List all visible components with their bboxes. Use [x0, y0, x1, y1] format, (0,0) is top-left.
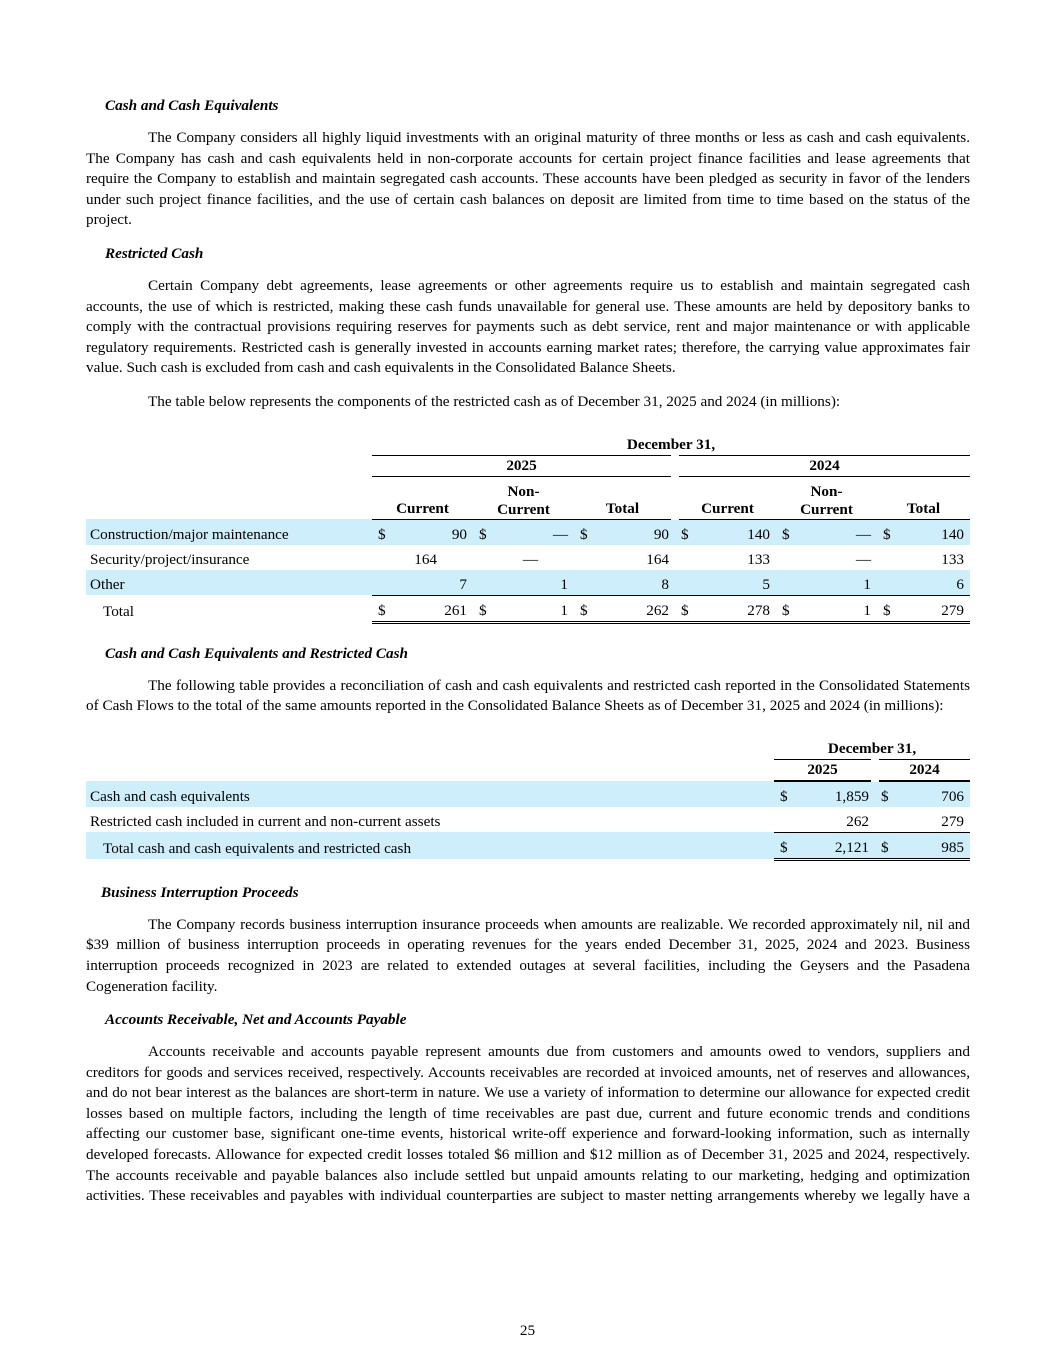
table-cell: —: [855, 525, 871, 543]
table1-year-2025: 2025: [372, 455, 675, 476]
currency-symbol: $: [378, 601, 386, 619]
section-heading-restricted: Restricted Cash: [105, 244, 204, 262]
table-cell: 1: [776, 570, 877, 596]
table-cell: —: [552, 525, 568, 543]
table-row: [86, 807, 970, 833]
table-cell: 7: [372, 570, 473, 596]
currency-symbol: $: [580, 525, 588, 543]
table1-col-total: Total: [605, 499, 640, 517]
table1-col-total-2024: Total: [906, 499, 941, 517]
currency-symbol: $: [883, 525, 891, 543]
currency-symbol: $: [883, 601, 891, 619]
currency-symbol: $: [479, 525, 487, 543]
table-cell: 133: [747, 550, 770, 568]
table-row: [86, 570, 970, 596]
table1-col-current: Current: [396, 499, 449, 517]
section-heading-bi: Business Interruption Proceeds: [101, 883, 299, 901]
table-cell: —: [522, 550, 538, 568]
row-label: Security/project/insurance: [90, 550, 250, 568]
table1-col-current-2024: Current: [701, 499, 754, 517]
currency-symbol: $: [782, 525, 790, 543]
table-cell: 262: [646, 601, 669, 619]
currency-symbol: $: [681, 601, 689, 619]
table-cell: 278: [747, 601, 770, 619]
currency-symbol: $: [780, 787, 788, 805]
table-cell: 1: [863, 601, 871, 619]
row-label: Restricted cash included in current and non-current assets: [90, 813, 441, 831]
section-heading-ccerc: Cash and Cash Equivalents and Restricted Cash: [105, 644, 408, 662]
currency-symbol: $: [881, 787, 889, 805]
row-label: Cash and cash equivalents: [86, 781, 774, 807]
table-cell: 140: [941, 525, 964, 543]
table2-period-header: December 31,: [774, 739, 970, 760]
currency-symbol: $: [881, 838, 889, 856]
table-row: [86, 545, 970, 570]
table-cell: —: [855, 550, 871, 568]
table-cell: 90: [653, 525, 669, 543]
table1-year-2024: 2024: [675, 455, 970, 476]
table-cell: 140: [747, 525, 770, 543]
table1-period-header: December 31,: [372, 435, 970, 456]
row-label: Construction/major maintenance: [86, 519, 372, 545]
table-cell: 164: [646, 550, 669, 568]
table-row-total: [86, 595, 970, 622]
table-cell: 133: [941, 550, 964, 568]
table1-col-non-2024: Non-: [810, 482, 843, 500]
restricted-cash-table: [86, 435, 970, 624]
table-cell: 8: [574, 570, 675, 596]
section-heading-cash: Cash and Cash Equivalents: [105, 97, 279, 114]
table-cell: 279: [941, 601, 964, 619]
currency-symbol: $: [782, 601, 790, 619]
table-cell: 90: [451, 525, 467, 543]
paragraph-ccerc: The following table provides a reconciliation of cash and cash equivalents and restricted cash reported in the Consolidated Statements of Cash Flows to the total of the same amounts reported in the Consolidated Balance Sheets as of December 31, 2025 and 2024 (in millions):: [86, 676, 970, 715]
table-cell: 985: [941, 838, 964, 856]
paragraph-restricted: Certain Company debt agreements, lease agreements or other agreements require us to establish and maintain segregated cash accounts, the use of which is restricted, making these cash funds unavailable for general use. These amounts are held by depository banks to comply with the contractual provisions requiring reserves for payments such as debt service, rent and major maintenance or with applicable regulatory requirements. Restricted cash is generally invested in accounts earning market rates; therefore, the carrying value approximates fair value. Such cash is excluded from cash and cash equivalents in the Consolidated Balance Sheets.: [86, 276, 970, 377]
currency-symbol: $: [780, 838, 788, 856]
currency-symbol: $: [580, 601, 588, 619]
table-cell: 262: [774, 807, 875, 833]
table-cell: 1,859: [834, 787, 869, 805]
table-cell: 706: [941, 787, 964, 805]
table-cell: 6: [877, 570, 970, 596]
page-number: 25: [519, 1322, 536, 1339]
table-row: [86, 519, 970, 545]
currency-symbol: $: [681, 525, 689, 543]
row-label: Total cash and cash equivalents and restricted cash: [86, 832, 774, 859]
currency-symbol: $: [479, 601, 487, 619]
row-label: Other: [86, 570, 372, 596]
table-cell: 261: [444, 601, 467, 619]
table1-col-non: Non-: [507, 482, 540, 500]
table1-col-noncurrent: Current: [497, 500, 550, 518]
table-cell: 1: [473, 570, 574, 596]
table-row: [86, 781, 970, 807]
table-cell: 1: [560, 601, 568, 619]
table-cell: 5: [675, 570, 776, 596]
paragraph-bi: The Company records business interruption insurance proceeds when amounts are realizable. We recorded approximately nil, nil and $39 million of business interruption proceeds in operating revenues for the years ended December 31, 2025, 2024 and 2023. Business interruption proceeds recognized in 2023 are related to extended outages at several facilities, including the Geysers and the Pasadena Cogeneration facility.: [86, 915, 970, 995]
reconciliation-table: [86, 739, 970, 861]
table-cell: 164: [414, 550, 437, 568]
row-label: Total: [103, 603, 134, 621]
table-row-total: [86, 832, 970, 859]
section-heading-ar: Accounts Receivable, Net and Accounts Payable: [105, 1011, 407, 1029]
paragraph-ar: Accounts receivable and accounts payable represent amounts due from customers and amounts owed to vendors, suppliers and creditors for goods and services received, respectively. Accounts receivables are recorded at invoiced amounts, net of reserves and allowances, and do not bear interest as the balances are short-term in nature. We use a variety of information to determine our allowance for expected credit losses based on multiple factors, including the length of time receivables are past due, current and future economic trends and conditions affecting our customer base, significant one-time events, historical write-off experience and forward-looking information, such as internally developed forecasts. Allowance for expected credit losses totaled $6 million and $12 million as of December 31, 2025 and 2024, respectively. The accounts receivable and payable balances also include settled but unpaid amounts relating to our marketing, hedging and optimization activities. These receivables and payables with individual counterparties are subject to master netting arrangements whereby we legally have a: [86, 1043, 970, 1205]
table2-year-2025: 2025: [774, 759, 875, 781]
table1-col-noncurrent-2024: Current: [800, 500, 853, 518]
paragraph-table-intro: The table below represents the components of the restricted cash as of December 31, 2025 and 2024 (in millions):: [148, 392, 841, 410]
paragraph-cash: The Company considers all highly liquid investments with an original maturity of three months or less as cash and cash equivalents. The Company has cash and cash equivalents held in non-corporate accounts for certain project finance facilities and lease agreements that require the Company to establish and maintain segregated cash accounts. These accounts have been pledged as security in favor of the lenders under such project finance facilities, and the use of certain cash balances on deposit are limited from time to time based on the status of the project.: [86, 129, 970, 229]
table2-year-2024: 2024: [875, 759, 970, 781]
currency-symbol: $: [378, 525, 386, 543]
document-page: [86, 96, 970, 1220]
table-cell: 279: [875, 807, 970, 833]
table-cell: 2,121: [834, 838, 869, 856]
